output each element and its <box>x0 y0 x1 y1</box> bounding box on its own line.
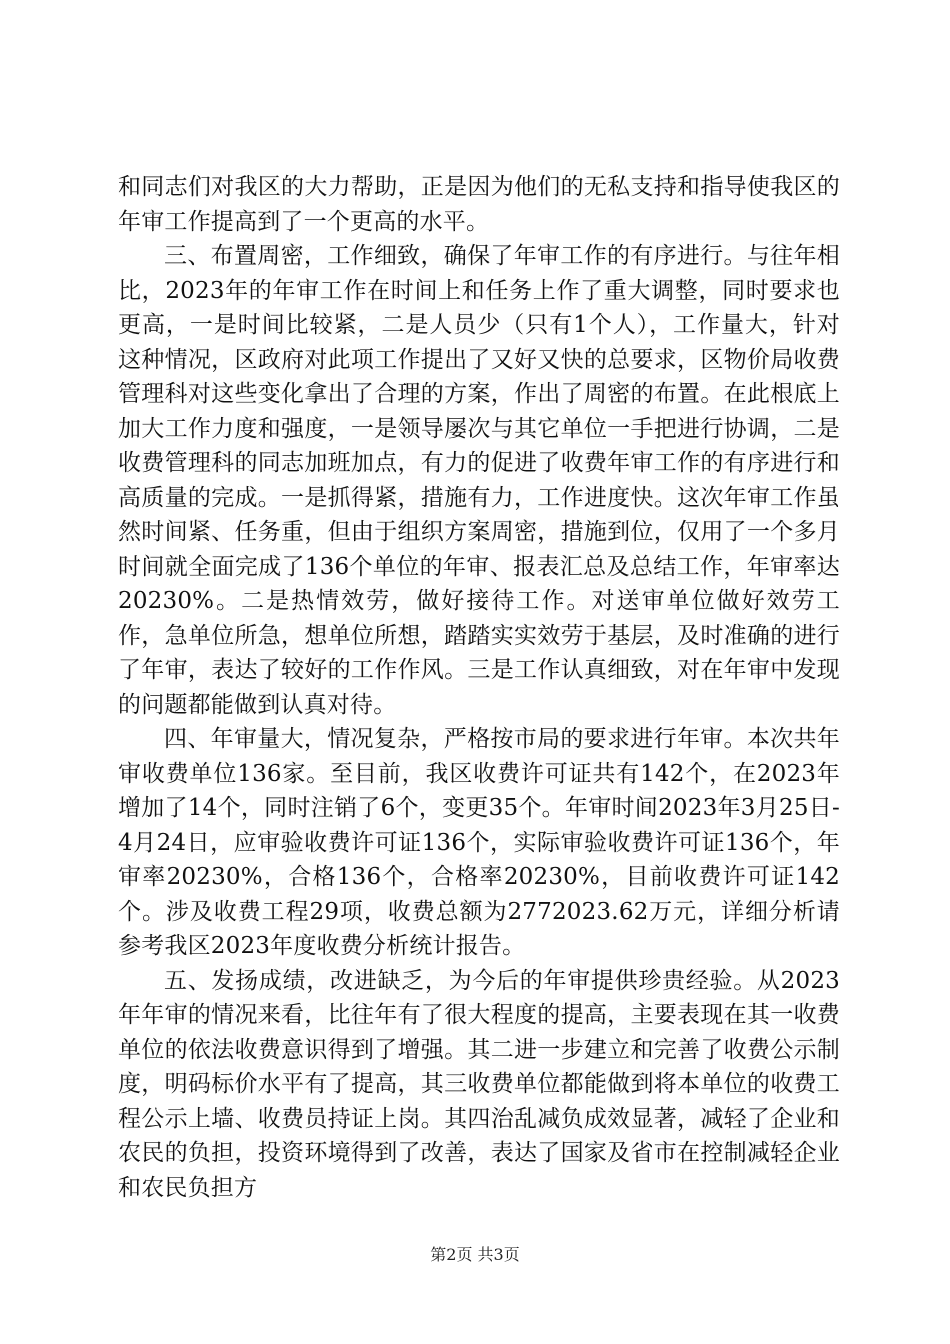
page-footer: 第2页 共3页 <box>430 1245 520 1264</box>
paragraph-2: 三、布置周密，工作细致，确保了年审工作的有序进行。与往年相比，2023年的年审工作在时间上和任务上作了重大调整，同时要求也更高，一是时间比较紧，二是人员少（只有1个人），工作量大，针对这种情况，区政府对此项工作提出了又好又快的总要求，区物价局收费管理科对这些变化拿出了合理的方案，作出了周密的布置。在此根底上加大工作力度和强度，一是领导屡次与其它单位一手把进行协调，二是收费管理科的同志加班加点，有力的促进了收费年审工作的有序进行和高质量的完成。一是抓得紧，措施有力，工作进度快。这次年审工作虽然时间紧、任务重，但由于组织方案周密，措施到位，仅用了一个多月时间就全面完成了136个单位的年审、报表汇总及总结工作，年审率达20230%。二是热情效劳，做好接待工作。对送审单位做好效劳工作，急单位所急，想单位所想，踏踏实实效劳于基层，及时准确的进行了年审，表达了较好的工作作风。三是工作认真细致，对在年审中发现的问题都能做到认真对待。 <box>118 243 840 718</box>
document-body <box>118 170 840 1205</box>
paragraph-4: 五、发扬成绩，改进缺乏，为今后的年审提供珍贵经验。从2023年年审的情况来看，比往年有了很大程度的提高，主要表现在其一收费单位的依法收费意识得到了增强。其二进一步建立和完善了收费公示制度，明码标价水平有了提高，其三收费单位都能做到将本单位的收费工程公示上墙、收费员持证上岗。其四治乱减负成效显著，减轻了企业和农民的负担，投资环境得到了改善，表达了国家及省市在控制减轻企业和农民负担方 <box>118 967 840 1201</box>
paragraph-3: 四、年审量大，情况复杂，严格按市局的要求进行年审。本次共年审收费单位136家。至目前，我区收费许可证共有142个，在2023年增加了14个，同时注销了6个，变更35个。年审时间2023年3月25日-4月24日，应审验收费许可证136个，实际审验收费许可证136个，年审率20230%，合格136个，合格率20230%，目前收费许可证142个。涉及收费工程29项，收费总额为2772023.62万元，详细分析请参考我区2023年度收费分析统计报告。 <box>118 726 840 959</box>
paragraph-1: 和同志们对我区的大力帮助，正是因为他们的无私支持和指导使我区的年审工作提高到了一个更高的水平。 <box>118 174 840 235</box>
